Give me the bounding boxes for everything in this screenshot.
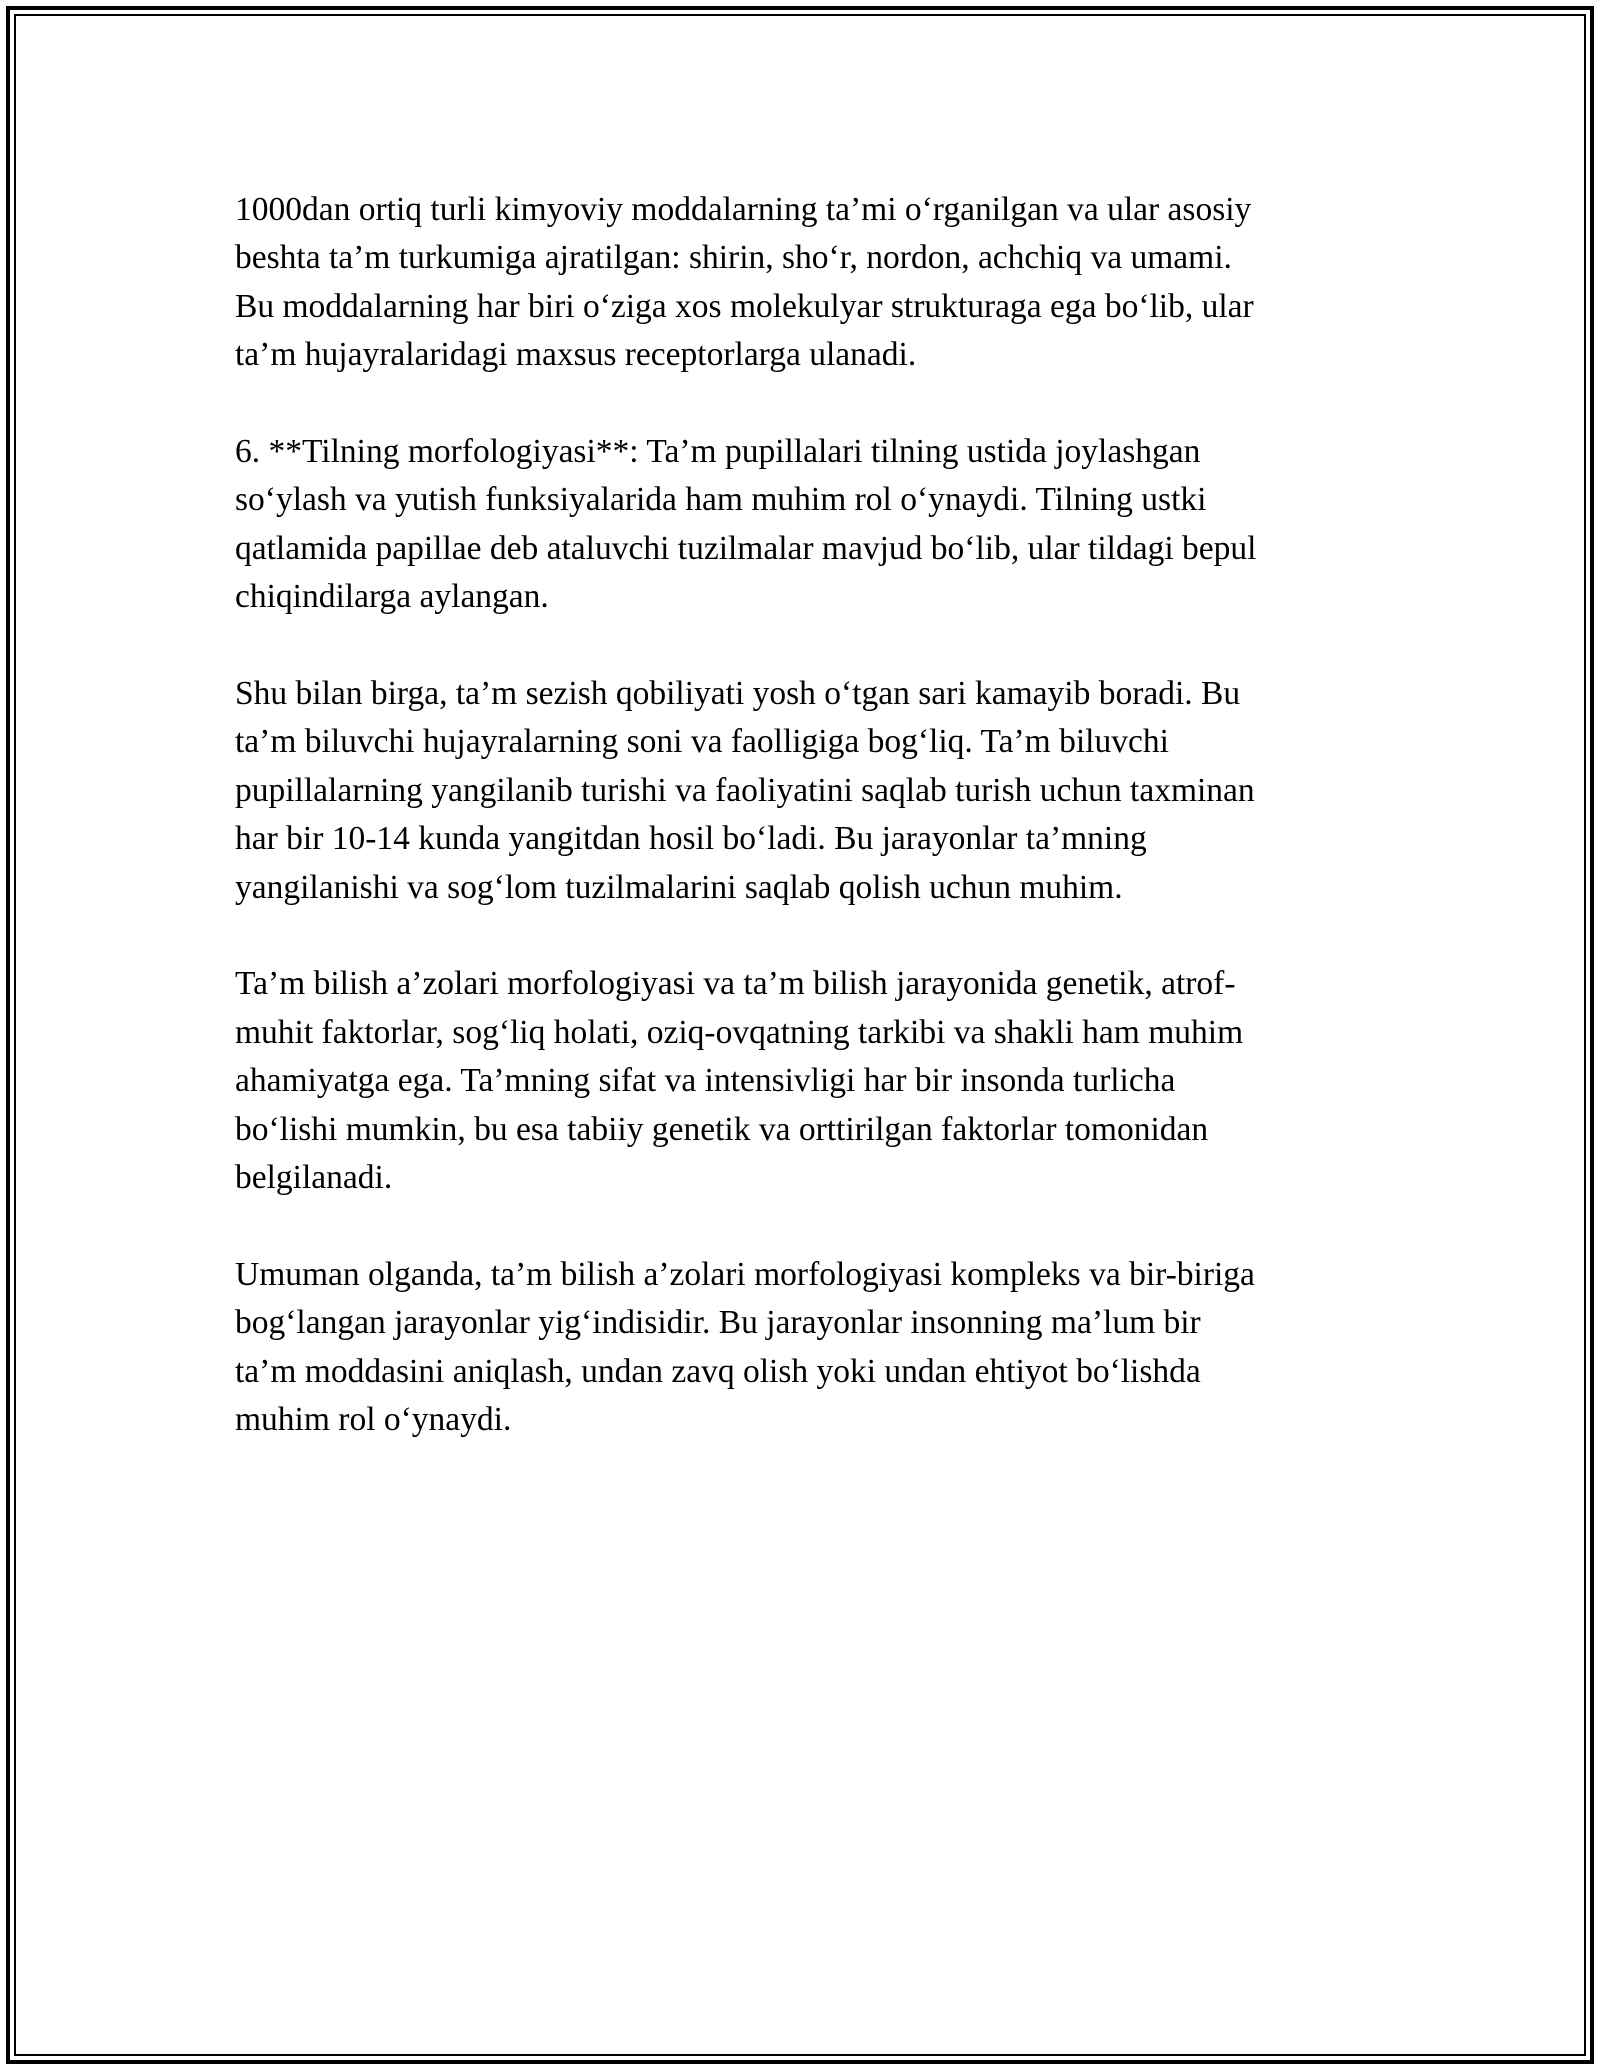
text-line: bo‘lishi mumkin, bu esa tabiiy genetik va orttirilgan faktorlar tomonidan: [235, 1110, 1209, 1148]
text-line: ahamiyatga ega. Ta’mning sifat va intensivligi har bir insonda turlicha: [235, 1062, 1176, 1100]
text-line: ta’m hujayralaridagi maxsus receptorlarga ulanadi.: [235, 336, 917, 374]
text-line: muhim rol o‘ynaydi.: [235, 1401, 512, 1439]
text-line: pupillalarning yangilanib turishi va faoliyatini saqlab turish uchun taxminan: [235, 771, 1255, 809]
text-line: Bu moddalarning har biri o‘ziga xos molekulyar strukturaga ega bo‘lib, ular: [235, 287, 1254, 325]
paragraph-conclusion: [235, 1251, 1365, 1445]
text-line: ta’m biluvchi hujayralarning soni va faolligiga bog‘liq. Ta’m biluvchi: [235, 723, 1169, 761]
document-body: [235, 186, 1365, 1493]
text-line: ta’m moddasini aniqlash, undan zavq olish yoki undan ehtiyot bo‘lishda: [235, 1352, 1201, 1390]
text-line: qatlamida papillae deb ataluvchi tuzilmalar mavjud bo‘lib, ular tildagi bepul: [235, 529, 1257, 567]
paragraph-age-renewal: [235, 670, 1365, 912]
text-line: so‘ylash va yutish funksiyalarida ham muhim rol o‘ynaydi. Tilning ustki: [235, 481, 1207, 519]
text-line: muhit faktorlar, sog‘liq holati, oziq-ovqatning tarkibi va shakli ham muhim: [235, 1013, 1244, 1051]
text-line: chiqindilarga aylangan.: [235, 578, 549, 616]
text-line: Umuman olganda, ta’m bilish a’zolari morfologiyasi kompleks va bir-biriga: [235, 1255, 1255, 1293]
text-line: bog‘langan jarayonlar yig‘indisidir. Bu jarayonlar insonning ma’lum bir: [235, 1304, 1201, 1342]
paragraph-factors: [235, 960, 1365, 1202]
paragraph-taste-categories: [235, 186, 1365, 380]
text-line: beshta ta’m turkumiga ajratilgan: shirin, sho‘r, nordon, achchiq va umami.: [235, 239, 1232, 277]
text-line: 1000dan ortiq turli kimyoviy moddalarning ta’mi o‘rganilgan va ular asosiy: [235, 191, 1252, 228]
text-line: Ta’m bilish a’zolari morfologiyasi va ta’m bilish jarayonida genetik, atrof-: [235, 965, 1236, 1003]
paragraph-tongue-morphology: [235, 428, 1365, 622]
text-line: belgilanadi.: [235, 1159, 393, 1197]
text-line: Shu bilan birga, ta’m sezish qobiliyati yosh o‘tgan sari kamayib boradi. Bu: [235, 675, 1241, 713]
text-line: 6. **Tilning morfologiyasi**: Ta’m pupillalari tilning ustida joylashgan: [235, 433, 1201, 471]
text-line: yangilanishi va sog‘lom tuzilmalarini saqlab qolish uchun muhim.: [235, 868, 1123, 906]
text-line: har bir 10-14 kunda yangitdan hosil bo‘ladi. Bu jarayonlar ta’mning: [235, 820, 1147, 858]
